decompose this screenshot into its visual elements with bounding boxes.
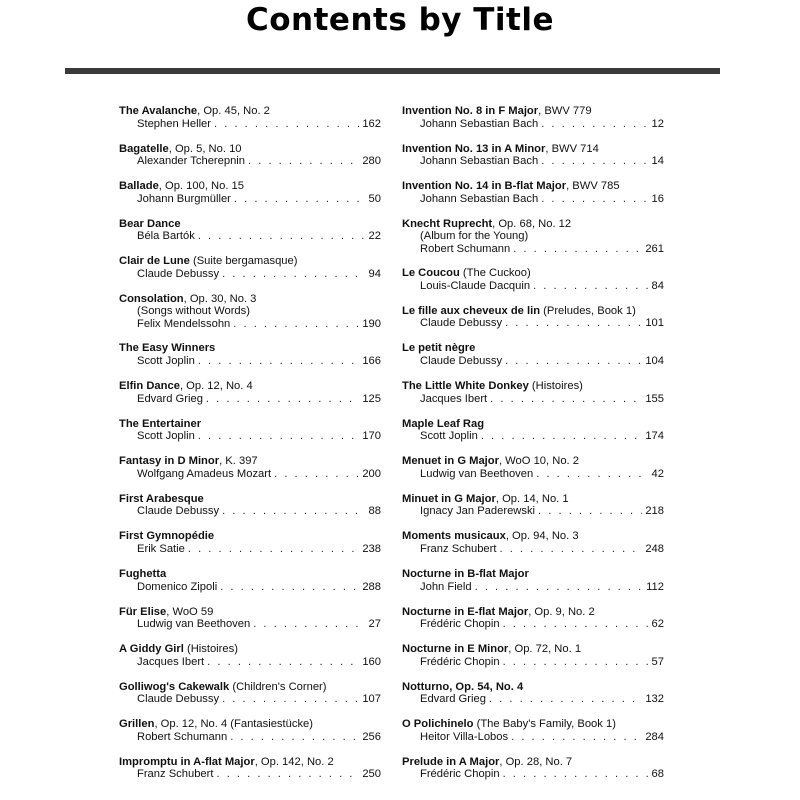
page-number: 88 <box>368 505 381 518</box>
composer-name: Erik Satie <box>137 542 185 555</box>
dot-leader <box>253 618 365 631</box>
toc-composer-line <box>402 656 664 669</box>
toc-title-line <box>402 305 664 318</box>
toc-title-line <box>402 218 664 231</box>
piece-title: Ballade <box>119 180 159 193</box>
toc-title-line <box>402 606 664 619</box>
toc-composer-line <box>402 193 664 206</box>
toc-title-line <box>402 105 664 118</box>
dot-leader <box>503 656 649 669</box>
piece-detail: , Op. 94, No. 3 <box>505 530 579 543</box>
page-number: 132 <box>645 693 664 706</box>
toc-composer-line <box>119 118 381 131</box>
piece-collection: (Songs without Words) <box>137 305 250 318</box>
piece-title: Moments musicaux <box>402 530 506 543</box>
toc-composer-line <box>119 768 381 781</box>
dot-leader <box>220 581 359 594</box>
title-divider <box>65 68 720 74</box>
page-title: Contents by Title <box>245 2 555 38</box>
piece-detail: , Op. 14, No. 1 <box>495 492 569 505</box>
piece-detail: (Preludes, Book 1) <box>540 304 636 317</box>
toc-entry <box>119 105 381 130</box>
toc-entry <box>119 380 381 405</box>
toc-title-line <box>119 530 381 543</box>
toc-entry <box>119 718 381 743</box>
dot-leader <box>541 193 648 206</box>
dot-leader <box>274 468 359 481</box>
toc-composer-line <box>402 355 664 368</box>
piece-title: Golliwog's Cakewalk <box>119 680 230 693</box>
piece-title: Consolation <box>119 292 184 305</box>
dot-leader <box>538 505 642 518</box>
toc-composer-line <box>119 193 381 206</box>
piece-detail: , Op. 5, No. 10 <box>168 142 242 155</box>
page-number: 112 <box>646 580 664 593</box>
toc-title-line <box>402 756 664 769</box>
page-number: 84 <box>651 279 664 292</box>
dot-leader <box>216 768 359 781</box>
toc-entry <box>119 218 381 243</box>
toc-title-line <box>119 255 381 268</box>
toc-title-line <box>119 418 381 431</box>
dot-leader <box>505 355 642 368</box>
piece-title: The Easy Winners <box>119 342 216 355</box>
toc-entry <box>402 568 664 593</box>
dot-leader <box>533 280 648 293</box>
page-number: 68 <box>651 768 664 781</box>
composer-name: Jacques Ibert <box>137 655 205 668</box>
piece-detail: , WoO 10, No. 2 <box>498 455 579 468</box>
page-number: 256 <box>362 730 381 743</box>
piece-detail: (Suite bergamasque) <box>189 255 298 268</box>
composer-name: Ludwig van Beethoven <box>420 467 534 480</box>
toc-composer-line <box>402 430 664 443</box>
toc-title-line <box>119 180 381 193</box>
page-number: 280 <box>362 155 381 168</box>
composer-name: Claude Debussy <box>137 505 220 518</box>
page-number: 62 <box>651 618 664 631</box>
composer-name: Johann Sebastian Bach <box>420 155 539 168</box>
toc-title-line <box>119 342 381 355</box>
piece-detail: , Op. 28, No. 7 <box>499 755 573 768</box>
dot-leader <box>198 230 366 243</box>
toc-title-line <box>402 530 664 543</box>
page-number: 155 <box>645 392 664 405</box>
piece-title: Invention No. 13 in A Minor <box>402 142 546 155</box>
page-number: 170 <box>362 430 381 443</box>
piece-title: Le Coucou <box>402 267 460 280</box>
toc-title-line <box>119 493 381 506</box>
page-number: 16 <box>651 192 664 205</box>
toc-title-line <box>402 380 664 393</box>
toc-entry <box>402 218 664 256</box>
toc-composer-line <box>402 243 664 256</box>
toc-entry <box>119 418 381 443</box>
piece-detail: (The Baby's Family, Book 1) <box>473 718 616 731</box>
dot-leader <box>207 656 359 669</box>
piece-title: A Giddy Girl <box>119 643 184 656</box>
piece-title: Le fille aux cheveux de lin <box>402 304 541 317</box>
toc-composer-line <box>402 693 664 706</box>
composer-name: Louis-Claude Dacquin <box>420 279 531 292</box>
page-number: 104 <box>645 355 664 368</box>
composer-name: Claude Debussy <box>420 317 503 330</box>
piece-title: Minuet in G Major <box>402 492 496 505</box>
piece-title: Bagatelle <box>119 142 169 155</box>
dot-leader <box>541 118 648 131</box>
piece-detail: , K. 397 <box>219 455 258 468</box>
composer-name: Jacques Ibert <box>420 392 488 405</box>
toc-title-line <box>119 681 381 694</box>
page-number: 57 <box>651 655 664 668</box>
piece-collection: (Album for the Young) <box>420 230 529 243</box>
piece-title: Menuet in G Major <box>402 455 499 468</box>
toc-entry <box>402 718 664 743</box>
piece-detail: , Op. 68, No. 12 <box>492 217 572 230</box>
composer-name: John Field <box>420 580 472 593</box>
toc-composer-line <box>119 230 381 243</box>
toc-title-line <box>402 455 664 468</box>
toc-title-line <box>119 568 381 581</box>
dot-leader <box>198 355 359 368</box>
toc-composer-line <box>119 430 381 443</box>
piece-title: The Avalanche <box>119 105 198 117</box>
dot-leader <box>222 505 365 518</box>
page-number: 22 <box>368 230 381 243</box>
composer-name: Scott Joplin <box>137 355 195 368</box>
composer-name: Edvard Grieg <box>420 693 486 706</box>
toc-entry <box>402 105 664 130</box>
toc-composer-line <box>402 155 664 168</box>
toc-title-line <box>402 568 664 581</box>
page-number: 12 <box>651 117 664 130</box>
toc-composer-line <box>119 268 381 281</box>
composer-name: Franz Schubert <box>137 768 214 781</box>
toc-composer-line <box>119 355 381 368</box>
toc-entry <box>402 493 664 518</box>
piece-detail: , Op. 30, No. 3 <box>183 292 257 305</box>
dot-leader <box>505 317 642 330</box>
toc-composer-line <box>119 468 381 481</box>
composer-name: Johann Sebastian Bach <box>420 117 539 130</box>
toc-entry <box>402 342 664 367</box>
piece-title: Le petit nègre <box>402 342 476 355</box>
toc-entry <box>402 143 664 168</box>
piece-title: Knecht Ruprecht <box>402 217 493 230</box>
piece-title: Prelude in A Major <box>402 755 500 768</box>
toc-title-line <box>119 643 381 656</box>
toc-title-line <box>402 718 664 731</box>
toc-composer-line <box>119 393 381 406</box>
piece-detail: (Children's Corner) <box>229 680 327 693</box>
piece-detail: (The Cuckoo) <box>459 267 531 280</box>
piece-detail: (Histoires) <box>528 380 583 393</box>
toc-entry <box>402 756 664 781</box>
toc-title-line <box>119 293 381 306</box>
toc-title-line <box>119 606 381 619</box>
toc-composer-line <box>402 768 664 781</box>
piece-detail: , Op. 9, No. 2 <box>528 605 595 618</box>
dot-leader <box>536 468 648 481</box>
composer-name: Edvard Grieg <box>137 392 203 405</box>
dot-leader <box>248 155 359 168</box>
toc-composer-line <box>402 118 664 131</box>
toc-entry <box>119 493 381 518</box>
piece-title: First Arabesque <box>119 492 204 505</box>
composer-name: Béla Bartók <box>137 230 195 243</box>
toc-title-line <box>119 718 381 731</box>
toc-entry <box>402 180 664 205</box>
toc-composer-line <box>402 618 664 631</box>
toc-title-line <box>402 643 664 656</box>
toc-composer-line <box>119 656 381 669</box>
page-number: 162 <box>362 117 381 130</box>
piece-detail: , WoO 59 <box>166 605 214 618</box>
piece-detail: , BWV 785 <box>566 180 620 193</box>
toc-composer-line <box>119 731 381 744</box>
dot-leader <box>503 768 649 781</box>
page-number: 42 <box>651 467 664 480</box>
toc-entry <box>402 380 664 405</box>
piece-title: Clair de Lune <box>119 255 190 268</box>
toc-title-line <box>119 143 381 156</box>
piece-detail: , Op. 142, No. 2 <box>254 755 334 768</box>
piece-title: Bear Dance <box>119 217 181 230</box>
piece-title: Impromptu in A-flat Major <box>119 755 255 768</box>
toc-entry <box>119 681 381 706</box>
toc-composer-line <box>402 393 664 406</box>
toc-entry <box>119 143 381 168</box>
toc-title-line <box>119 105 381 118</box>
toc-entry <box>402 606 664 631</box>
piece-title: Für Elise <box>119 605 167 618</box>
toc-composer-line <box>119 543 381 556</box>
piece-detail: , Op. 45, No. 2 <box>197 105 270 117</box>
toc-title-line <box>402 681 664 694</box>
composer-name: Ignacy Jan Paderewski <box>420 505 536 518</box>
dot-leader <box>188 543 359 556</box>
piece-detail: , Op. 12, No. 4 <box>179 380 253 393</box>
toc-entry <box>402 681 664 706</box>
piece-detail: , Op. 100, No. 15 <box>158 180 244 193</box>
page-number: 14 <box>651 155 664 168</box>
page-number: 200 <box>362 467 381 480</box>
page-number: 27 <box>368 618 381 631</box>
page-number: 288 <box>362 580 381 593</box>
toc-entry <box>119 342 381 367</box>
dot-leader <box>234 193 366 206</box>
dot-leader <box>499 543 642 556</box>
composer-name: Frédéric Chopin <box>420 768 500 781</box>
toc-entry <box>119 568 381 593</box>
page-number: 284 <box>645 730 664 743</box>
toc-entry <box>119 180 381 205</box>
toc-title-line <box>402 267 664 280</box>
page-number: 248 <box>645 542 664 555</box>
page-number: 250 <box>362 768 381 781</box>
piece-title: The Entertainer <box>119 417 202 430</box>
toc-title-line <box>119 218 381 231</box>
dot-leader <box>541 155 648 168</box>
toc-composer-line <box>402 731 664 744</box>
page-number: 94 <box>368 267 381 280</box>
toc-title-line <box>119 380 381 393</box>
piece-title: Fantasy in D Minor <box>119 455 220 468</box>
composer-name: Wolfgang Amadeus Mozart <box>137 467 272 480</box>
toc-composer-line <box>402 543 664 556</box>
piece-title: Invention No. 8 in F Major <box>402 105 539 117</box>
page-number: 166 <box>362 355 381 368</box>
toc-title-line <box>402 342 664 355</box>
toc-entry <box>402 305 664 330</box>
toc-composer-line <box>119 618 381 631</box>
toc-entry <box>119 293 381 331</box>
piece-title: Fughetta <box>119 567 167 580</box>
right-column <box>402 105 664 793</box>
toc-entry <box>119 606 381 631</box>
toc-entry <box>402 455 664 480</box>
dot-leader <box>511 731 642 744</box>
toc-entry <box>119 455 381 480</box>
toc-entry <box>119 255 381 280</box>
dot-leader <box>230 731 359 744</box>
toc-entry <box>402 643 664 668</box>
composer-name: Scott Joplin <box>420 430 478 443</box>
toc-composer-line <box>119 318 381 331</box>
dot-leader <box>206 393 359 406</box>
piece-title: Nocturne in E-flat Major <box>402 605 529 618</box>
composer-name: Alexander Tcherepnin <box>137 155 246 168</box>
piece-detail: , BWV 714 <box>545 142 599 155</box>
piece-detail: , Op. 72, No. 1 <box>508 643 582 656</box>
composer-name: Johann Burgmüller <box>137 192 231 205</box>
composer-name: Johann Sebastian Bach <box>420 192 539 205</box>
page-number: 160 <box>362 655 381 668</box>
piece-title: Invention No. 14 in B-flat Major <box>402 180 567 193</box>
toc-entry <box>119 530 381 555</box>
toc-title-line <box>402 180 664 193</box>
composer-name: Claude Debussy <box>137 267 220 280</box>
dot-leader <box>222 693 359 706</box>
page-number: 107 <box>362 693 381 706</box>
page-number: 50 <box>368 192 381 205</box>
piece-title: The Little White Donkey <box>402 380 529 393</box>
toc-entry <box>119 643 381 668</box>
piece-title: O Polichinelo <box>402 718 474 731</box>
piece-title: Grillen <box>119 718 155 731</box>
page-number: 261 <box>645 242 664 255</box>
page-number: 218 <box>645 505 664 518</box>
toc-composer-line <box>402 280 664 293</box>
piece-title: Nocturne in B-flat Major <box>402 567 529 580</box>
toc-title-line <box>402 143 664 156</box>
composer-name: Felix Mendelssohn <box>137 318 231 331</box>
dot-leader <box>503 618 649 631</box>
toc-composer-line <box>119 505 381 518</box>
toc-entry <box>402 418 664 443</box>
toc-composer-line <box>119 693 381 706</box>
page-number: 101 <box>645 317 664 330</box>
page-number: 238 <box>362 542 381 555</box>
composer-name: Scott Joplin <box>137 430 195 443</box>
composer-name: Claude Debussy <box>420 355 503 368</box>
dot-leader <box>475 581 644 594</box>
composer-name: Frédéric Chopin <box>420 618 500 631</box>
piece-detail: , Op. 12, No. 4 (Fantasiestücke) <box>154 718 313 731</box>
toc-composer-line <box>402 505 664 518</box>
composer-name: Stephen Heller <box>137 117 212 130</box>
toc-composer-line <box>402 317 664 330</box>
dot-leader <box>513 243 642 256</box>
composer-name: Claude Debussy <box>137 693 220 706</box>
composer-name: Ludwig van Beethoven <box>137 618 251 631</box>
toc-title-line <box>119 756 381 769</box>
page-number: 190 <box>362 318 381 331</box>
piece-title: Elfin Dance <box>119 380 180 393</box>
dot-leader <box>481 430 642 443</box>
toc-entry <box>402 267 664 292</box>
piece-title: Notturno, Op. 54, No. 4 <box>402 680 524 693</box>
toc-composer-line <box>402 581 664 594</box>
toc-title-line <box>402 418 664 431</box>
piece-detail: , BWV 779 <box>538 105 592 117</box>
toc-title-line <box>119 455 381 468</box>
dot-leader <box>222 268 365 281</box>
piece-title: Nocturne in E Minor <box>402 643 509 656</box>
composer-name: Frédéric Chopin <box>420 655 500 668</box>
composer-name: Heitor Villa-Lobos <box>420 730 509 743</box>
page-number: 174 <box>645 430 664 443</box>
piece-title: Maple Leaf Rag <box>402 417 485 430</box>
toc-title-line <box>402 493 664 506</box>
page-number: 125 <box>362 392 381 405</box>
left-column <box>119 105 381 793</box>
toc-composer-line <box>402 468 664 481</box>
dot-leader <box>233 318 359 331</box>
piece-detail: (Histoires) <box>183 643 238 656</box>
dot-leader <box>489 693 642 706</box>
dot-leader <box>490 393 642 406</box>
composer-name: Domenico Zipoli <box>137 580 218 593</box>
composer-name: Robert Schumann <box>420 242 511 255</box>
toc-entry <box>402 530 664 555</box>
toc-composer-line <box>119 155 381 168</box>
dot-leader <box>198 430 359 443</box>
composer-name: Robert Schumann <box>137 730 228 743</box>
toc-composer-line <box>119 581 381 594</box>
composer-name: Franz Schubert <box>420 542 497 555</box>
piece-title: First Gymnopédie <box>119 530 215 543</box>
toc-entry <box>119 756 381 781</box>
dot-leader <box>214 118 359 131</box>
